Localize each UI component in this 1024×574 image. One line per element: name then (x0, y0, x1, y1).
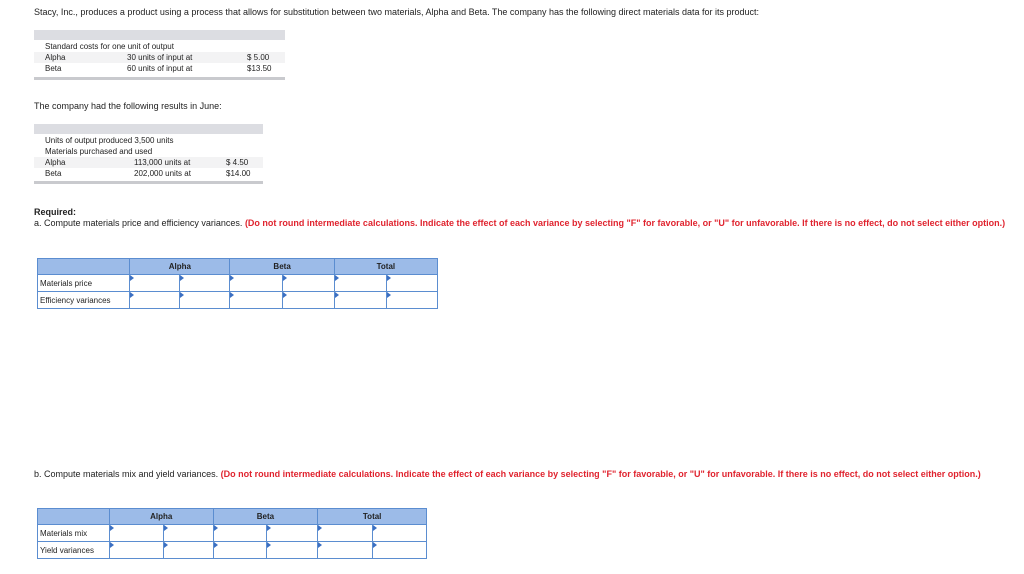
alpha-mix-amount-input[interactable] (109, 525, 163, 542)
beta-price-amount-input[interactable] (230, 275, 282, 292)
standard-alpha-name: Alpha (45, 53, 66, 62)
standard-alpha-price: $ 5.00 (247, 53, 270, 62)
results-output-line: Units of output produced 3,500 units (45, 136, 174, 145)
total-efficiency-fu-select[interactable] (386, 292, 437, 309)
row-label-materials-mix: Materials mix (38, 525, 110, 542)
results-table-header-bar (34, 124, 263, 134)
table-row (38, 525, 427, 542)
intro-text: Stacy, Inc., produces a product using a process that allows for substitution between two materials, Alpha and Beta. The company has the following direct materials data for its product: (34, 7, 760, 17)
table-b-header-alpha: Alpha (109, 509, 213, 525)
standard-alpha-qty: 30 units of input at (127, 53, 193, 62)
beta-yield-fu-select[interactable] (267, 542, 318, 559)
standard-row-beta (34, 63, 285, 74)
row-label-yield-variances: Yield variances (38, 542, 110, 559)
results-purchased-line: Materials purchased and used (45, 147, 153, 156)
table-a-corner (38, 259, 130, 275)
alpha-yield-amount-input[interactable] (109, 542, 163, 559)
requirement-b (34, 469, 1014, 480)
standard-table-header-bar (34, 30, 285, 40)
standard-beta-qty: 60 units of input at (127, 64, 193, 73)
alpha-price-amount-input[interactable] (130, 275, 180, 292)
table-b-header-total: Total (318, 509, 427, 525)
beta-price-fu-select[interactable] (282, 275, 334, 292)
total-yield-fu-select[interactable] (373, 542, 427, 559)
total-efficiency-amount-input[interactable] (334, 292, 386, 309)
beta-mix-amount-input[interactable] (213, 525, 267, 542)
table-b-header-row (38, 509, 427, 525)
beta-efficiency-fu-select[interactable] (282, 292, 334, 309)
total-mix-amount-input[interactable] (318, 525, 373, 542)
table-b-corner (38, 509, 110, 525)
results-alpha-qty: 113,000 units at (134, 158, 191, 167)
beta-mix-fu-select[interactable] (267, 525, 318, 542)
standard-header: Standard costs for one unit of output (45, 42, 174, 51)
required-title: Required: (34, 207, 77, 217)
total-yield-amount-input[interactable] (318, 542, 373, 559)
results-purchased-row (34, 146, 263, 157)
row-label-materials-price: Materials price (38, 275, 130, 292)
standard-beta-price: $13.50 (247, 64, 272, 73)
requirement-a (34, 218, 1014, 229)
standard-beta-name: Beta (45, 64, 62, 73)
results-row-beta (34, 168, 263, 179)
results-table (34, 135, 263, 179)
price-efficiency-table (37, 258, 438, 309)
table-b-header-beta: Beta (213, 509, 318, 525)
table-a-header-row (38, 259, 438, 275)
table-row (38, 542, 427, 559)
requirement-b-note: (Do not round intermediate calculations. Indicate the effect of each variance by selecting "F" for favorable, or "U" for unfavorable. If there is no effect, do not select either option.) (220, 469, 981, 479)
alpha-price-fu-select[interactable] (180, 275, 230, 292)
alpha-mix-fu-select[interactable] (163, 525, 213, 542)
table-row (38, 292, 438, 309)
requirement-a-note: (Do not round intermediate calculations. Indicate the effect of each variance by selecting "F" for favorable, or "U" for unfavorable. If there is no effect, do not select either option.) (244, 218, 1006, 228)
results-output-row (34, 135, 263, 146)
total-price-fu-select[interactable] (386, 275, 437, 292)
alpha-efficiency-fu-select[interactable] (180, 292, 230, 309)
table-a-header-alpha: Alpha (130, 259, 230, 275)
standard-costs-table (34, 41, 285, 74)
requirement-b-text: b. Compute materials mix and yield variances. (34, 469, 221, 479)
alpha-yield-fu-select[interactable] (163, 542, 213, 559)
requirement-a-text: a. Compute materials price and efficiency variances. (34, 218, 245, 228)
table-row (38, 275, 438, 292)
results-beta-price: $14.00 (226, 169, 251, 178)
results-table-footer-line (34, 181, 263, 184)
results-alpha-name: Alpha (45, 158, 66, 167)
results-alpha-price: $ 4.50 (226, 158, 249, 167)
table-a-header-beta: Beta (230, 259, 334, 275)
standard-header-row (34, 41, 285, 52)
results-row-alpha (34, 157, 263, 168)
alpha-efficiency-amount-input[interactable] (130, 292, 180, 309)
table-a-header-total: Total (334, 259, 437, 275)
standard-table-footer-line (34, 77, 285, 80)
total-mix-fu-select[interactable] (373, 525, 427, 542)
standard-row-alpha (34, 52, 285, 63)
mix-yield-table (37, 508, 427, 559)
row-label-efficiency-variances: Efficiency variances (38, 292, 130, 309)
results-beta-name: Beta (45, 169, 62, 178)
beta-efficiency-amount-input[interactable] (230, 292, 282, 309)
beta-yield-amount-input[interactable] (213, 542, 267, 559)
total-price-amount-input[interactable] (334, 275, 386, 292)
results-intro-text: The company had the following results in June: (34, 101, 222, 111)
results-beta-qty: 202,000 units at (134, 169, 191, 178)
